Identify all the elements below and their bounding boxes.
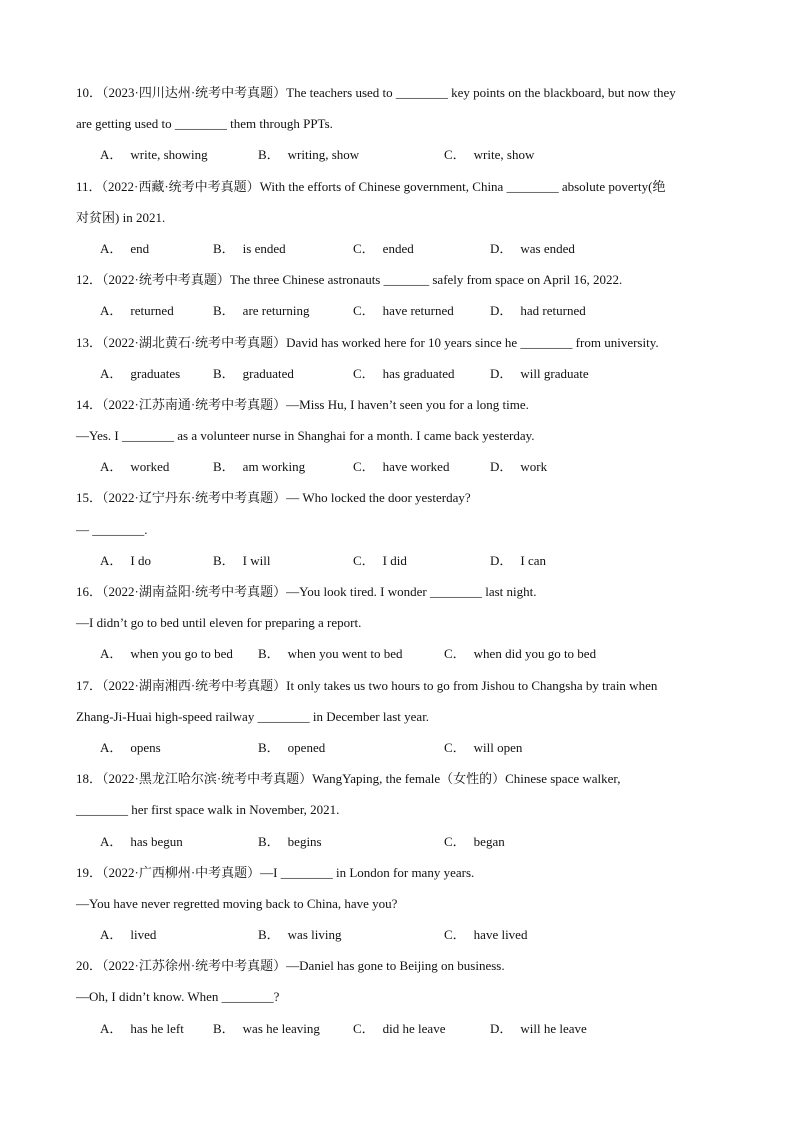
question-stem-continued: —Oh, I didn’t know. When ________? <box>76 989 280 1005</box>
answer-option[interactable] <box>100 454 169 479</box>
question-stem: 17．（2022·湖南湘西·统考中考真题）It only takes us two hours to go from Jishou to Changsha by train when <box>76 677 658 693</box>
option-text: has graduated <box>382 365 455 381</box>
option-text: graduated <box>242 365 294 381</box>
option-text: is ended <box>242 240 286 256</box>
answer-option[interactable] <box>213 1016 320 1041</box>
question-19 <box>76 860 726 954</box>
answer-option[interactable] <box>353 548 407 573</box>
answer-options <box>76 298 726 329</box>
answer-option[interactable] <box>490 454 547 479</box>
answer-option[interactable] <box>444 922 527 947</box>
option-text: will he leave <box>520 1020 587 1036</box>
answer-option[interactable] <box>490 548 546 573</box>
answer-options <box>76 641 726 672</box>
question-stem: 14．（2022·江苏南通·统考中考真题）—Miss Hu, I haven’t seen you for a long time. <box>76 396 529 412</box>
option-text: opened <box>287 739 326 755</box>
option-text: lived <box>130 927 157 943</box>
option-text: graduates <box>130 365 181 381</box>
option-text: has begun <box>130 833 183 849</box>
option-letter: C． <box>353 240 375 256</box>
answer-option[interactable] <box>100 298 174 323</box>
question-stem: 19．（2022·广西柳州·中考真题）—I ________ in London for many years. <box>76 864 475 880</box>
option-text: are returning <box>242 303 310 319</box>
option-text: begins <box>287 833 322 849</box>
option-text: am working <box>242 459 306 475</box>
option-letter: A． <box>100 240 123 256</box>
question-14 <box>76 392 726 486</box>
option-text: had returned <box>520 303 586 319</box>
answer-option[interactable] <box>100 922 156 947</box>
answer-options <box>76 922 726 953</box>
answer-option[interactable] <box>444 142 534 167</box>
option-letter: D． <box>490 552 513 568</box>
question-10 <box>76 80 726 174</box>
question-stem-continued: —Yes. I ________ as a volunteer nurse in Shanghai for a month. I came back yesterday. <box>76 428 535 444</box>
answer-option[interactable] <box>490 298 586 323</box>
question-stem-continued: —You have never regretted moving back to China, have you? <box>76 895 398 911</box>
answer-option[interactable] <box>353 298 454 323</box>
answer-option[interactable] <box>258 641 402 666</box>
option-text: worked <box>130 459 170 475</box>
answer-options <box>76 454 726 485</box>
answer-option[interactable] <box>100 735 161 760</box>
question-stem-continued: are getting used to ________ them through PPTs. <box>76 116 333 132</box>
option-letter: C． <box>353 552 375 568</box>
option-letter: B． <box>258 739 280 755</box>
answer-option[interactable] <box>100 641 233 666</box>
answer-option[interactable] <box>213 236 286 261</box>
option-letter: C． <box>353 1020 375 1036</box>
question-stem: 11．（2022·西藏·统考中考真题）With the efforts of Chinese government, China ________ absolute poverty(绝 <box>76 178 666 194</box>
option-letter: C． <box>444 927 466 943</box>
answer-option[interactable] <box>444 735 522 760</box>
option-letter: A． <box>100 833 123 849</box>
question-stem-continued: —I didn’t go to bed until eleven for preparing a report. <box>76 615 362 631</box>
option-letter: A． <box>100 927 123 943</box>
question-stem: 12．（2022·统考中考真题）The three Chinese astronauts _______ safely from space on April 16, 2022. <box>76 272 623 288</box>
option-letter: B． <box>258 927 280 943</box>
option-letter: D． <box>490 365 513 381</box>
answer-option[interactable] <box>258 922 341 947</box>
answer-option[interactable] <box>213 361 294 386</box>
option-letter: B． <box>213 240 235 256</box>
option-letter: D． <box>490 303 513 319</box>
answer-option[interactable] <box>258 829 322 854</box>
option-letter: B． <box>213 365 235 381</box>
question-stem-continued: ________ her first space walk in November, 2021. <box>76 802 340 818</box>
answer-option[interactable] <box>100 829 183 854</box>
option-letter: A． <box>100 365 123 381</box>
question-stem-continued: Zhang-Ji-Huai high-speed railway ________ in December last year. <box>76 708 430 724</box>
option-text: will open <box>473 739 523 755</box>
option-letter: A． <box>100 1020 123 1036</box>
option-text: I can <box>520 552 547 568</box>
option-letter: A． <box>100 739 123 755</box>
answer-option[interactable] <box>213 454 305 479</box>
question-15 <box>76 485 726 579</box>
option-letter: A． <box>100 646 123 662</box>
option-text: have worked <box>382 459 450 475</box>
option-letter: B． <box>258 646 280 662</box>
answer-option[interactable] <box>444 829 505 854</box>
option-text: I do <box>130 552 151 568</box>
question-stem: 10．（2023·四川达州·统考中考真题）The teachers used to ________ key points on the blackboard, but now they <box>76 85 676 100</box>
option-letter: B． <box>213 459 235 475</box>
option-text: writing, show <box>287 147 360 163</box>
question-12 <box>76 267 726 329</box>
option-letter: A． <box>100 303 123 319</box>
option-letter: C． <box>444 739 466 755</box>
option-letter: D． <box>490 240 513 256</box>
answer-options <box>76 829 726 860</box>
option-text: did he leave <box>382 1020 446 1036</box>
question-stem: 16．（2022·湖南益阳·统考中考真题）—You look tired. I wonder ________ last night. <box>76 584 537 599</box>
answer-option[interactable] <box>258 142 359 167</box>
question-stem-continued: — ________. <box>76 521 148 537</box>
option-letter: A． <box>100 459 123 475</box>
question-list <box>76 80 726 1047</box>
answer-option[interactable] <box>213 298 309 323</box>
question-stem: 15．（2022·辽宁丹东·统考中考真题）— Who locked the door yesterday? <box>76 490 471 506</box>
question-18 <box>76 766 726 860</box>
answer-option[interactable] <box>100 548 151 573</box>
option-letter: B． <box>258 833 280 849</box>
option-text: was ended <box>520 240 575 256</box>
answer-options <box>76 548 726 579</box>
answer-option[interactable] <box>353 236 414 261</box>
answer-option[interactable] <box>100 361 180 386</box>
option-letter: C． <box>444 833 466 849</box>
answer-option[interactable] <box>353 454 449 479</box>
answer-option[interactable] <box>100 236 149 261</box>
question-stem: 18．（2022·黑龙江哈尔滨·统考中考真题）WangYaping, the female（女性的）Chinese space walker, <box>76 771 621 787</box>
option-text: end <box>130 240 150 256</box>
option-text: when you went to bed <box>287 646 403 662</box>
answer-option[interactable] <box>100 142 208 167</box>
option-letter: C． <box>444 646 466 662</box>
option-letter: C． <box>353 459 375 475</box>
option-letter: B． <box>258 147 280 163</box>
answer-option[interactable] <box>490 236 575 261</box>
answer-option[interactable] <box>490 1016 587 1041</box>
option-text: opens <box>130 739 161 755</box>
answer-options <box>76 142 726 173</box>
answer-option[interactable] <box>353 1016 445 1041</box>
option-letter: C． <box>353 303 375 319</box>
question-17 <box>76 673 726 767</box>
option-text: have lived <box>473 927 528 943</box>
question-11 <box>76 174 726 268</box>
answer-option[interactable] <box>100 1016 184 1041</box>
question-16 <box>76 579 726 673</box>
answer-options <box>76 236 726 267</box>
option-letter: D． <box>490 1020 513 1036</box>
option-letter: C． <box>444 147 466 163</box>
option-text: have returned <box>382 303 454 319</box>
question-stem: 13．（2022·湖北黄石·统考中考真题）David has worked here for 10 years since he ________ from university. <box>76 334 659 350</box>
option-letter: A． <box>100 552 123 568</box>
answer-options <box>76 1016 726 1047</box>
question-stem-continued: 对贫困) in 2021. <box>76 209 166 225</box>
option-text: has he left <box>130 1020 184 1036</box>
answer-option[interactable] <box>490 361 589 386</box>
option-letter: B． <box>213 303 235 319</box>
option-text: ended <box>382 240 414 256</box>
option-letter: B． <box>213 552 235 568</box>
option-text: was he leaving <box>242 1020 320 1036</box>
option-letter: A． <box>100 147 123 163</box>
option-text: write, showing <box>130 147 208 163</box>
answer-options <box>76 735 726 766</box>
option-letter: D． <box>490 459 513 475</box>
option-text: began <box>473 833 505 849</box>
option-text: write, show <box>473 147 535 163</box>
question-stem: 20．（2022·江苏徐州·统考中考真题）—Daniel has gone to Beijing on business. <box>76 958 505 974</box>
answer-option[interactable] <box>213 548 270 573</box>
option-text: was living <box>287 927 342 943</box>
option-text: when you go to bed <box>130 646 233 662</box>
question-13 <box>76 330 726 392</box>
answer-option[interactable] <box>353 361 455 386</box>
option-text: when did you go to bed <box>473 646 597 662</box>
option-text: I did <box>382 552 407 568</box>
option-text: I will <box>242 552 271 568</box>
answer-option[interactable] <box>258 735 325 760</box>
option-letter: B． <box>213 1020 235 1036</box>
answer-options <box>76 361 726 392</box>
option-letter: C． <box>353 365 375 381</box>
question-20 <box>76 953 726 1047</box>
option-text: returned <box>130 303 174 319</box>
option-text: work <box>520 459 548 475</box>
answer-option[interactable] <box>444 641 596 666</box>
option-text: will graduate <box>520 365 589 381</box>
